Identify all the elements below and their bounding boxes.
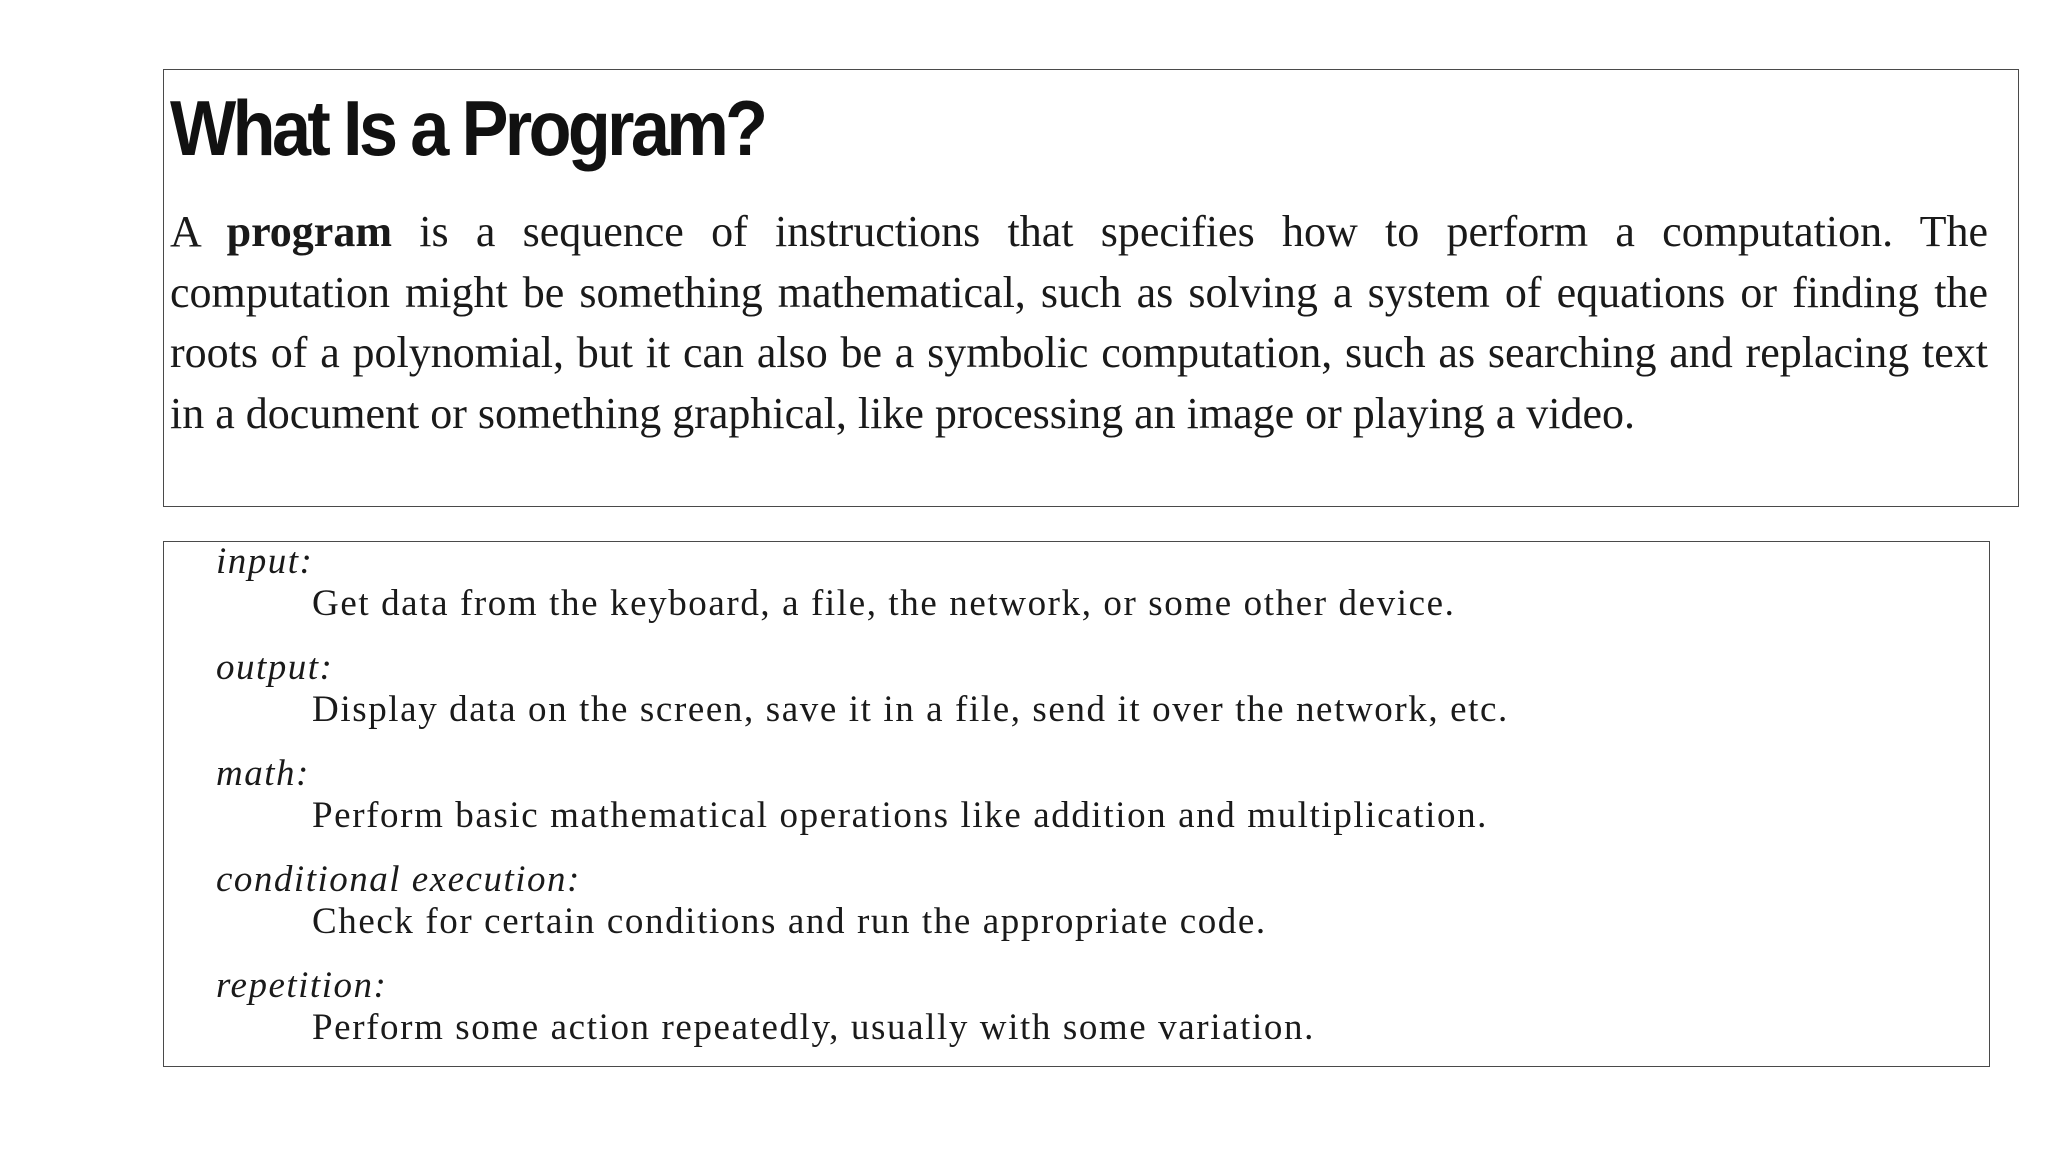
definition-list	[216, 542, 1989, 1050]
term-output: output:	[216, 647, 334, 688]
term-conditional-execution: conditional execution:	[216, 859, 581, 900]
intro-lead: A	[170, 207, 227, 256]
program-term: program	[226, 207, 392, 256]
definition-output: Display data on the screen, save it in a file, send it over the network, etc.	[312, 689, 1509, 730]
term-math: math:	[216, 753, 310, 794]
instruction-list-box	[163, 541, 1990, 1067]
definition-repetition: Perform some action repeatedly, usually with some variation.	[312, 1007, 1315, 1048]
intro-text: is a sequence of instructions that specifies how to perform a computation. The computation might be something mathematical, such as solving a system of equations or finding the roots of a polynomial, but it can also be a symbolic computation, such as searching and replacing text in a document or something graphical, like processing an image or playing a video.	[170, 207, 1988, 438]
intro-paragraph	[170, 202, 1988, 444]
definition-input: Get data from the keyboard, a file, the network, or some other device.	[312, 583, 1456, 624]
term-repetition: repetition:	[216, 965, 388, 1006]
definition-math: Perform basic mathematical operations like addition and multiplication.	[312, 795, 1489, 836]
term-input: input:	[216, 541, 314, 582]
definition-conditional-execution: Check for certain conditions and run the appropriate code.	[312, 901, 1267, 942]
page-title: What Is a Program?	[170, 84, 765, 172]
intro-box	[163, 69, 2019, 507]
